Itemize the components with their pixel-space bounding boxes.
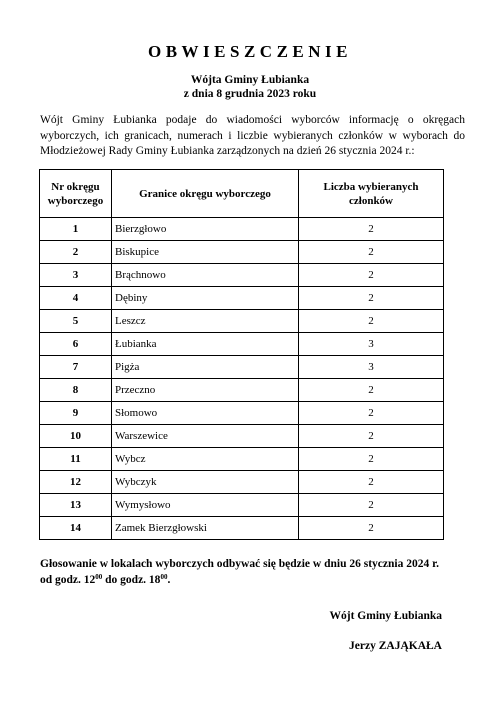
district-number: 8 xyxy=(40,379,112,402)
table-row xyxy=(40,264,444,287)
district-number: 2 xyxy=(40,241,112,264)
district-name: Wybczyk xyxy=(112,471,299,494)
district-name: Wybcz xyxy=(112,448,299,471)
district-number: 5 xyxy=(40,310,112,333)
district-name: Bierzgłowo xyxy=(112,218,299,241)
table-row xyxy=(40,471,444,494)
member-count: 2 xyxy=(299,471,444,494)
header-member-count-line1: Liczba wybieranych xyxy=(323,180,419,193)
district-name: Łubianka xyxy=(112,333,299,356)
district-name: Zamek Bierzgłowski xyxy=(112,517,299,540)
voting-hours-notice xyxy=(40,557,465,588)
district-number: 13 xyxy=(40,494,112,517)
document-subtitle-date: z dnia 8 grudnia 2023 roku xyxy=(183,88,317,100)
member-count: 2 xyxy=(299,425,444,448)
table-row xyxy=(40,494,444,517)
header-member-count xyxy=(299,170,444,218)
member-count: 2 xyxy=(299,287,444,310)
header-district-number xyxy=(40,170,112,218)
district-number: 6 xyxy=(40,333,112,356)
header-member-count-line2: członków xyxy=(349,194,393,207)
district-name: Brąchnowo xyxy=(112,264,299,287)
district-number: 10 xyxy=(40,425,112,448)
member-count: 2 xyxy=(299,494,444,517)
table-row xyxy=(40,287,444,310)
voting-date-line: Głosowanie w lokalach wyborczych odbywać się będzie w dniu 26 stycznia 2024 r. xyxy=(40,558,440,570)
district-number: 14 xyxy=(40,517,112,540)
end-minutes: 00 xyxy=(160,572,168,581)
table-row xyxy=(40,402,444,425)
table-row xyxy=(40,379,444,402)
header-district-number-line1: Nr okręgu xyxy=(51,180,100,193)
district-number: 4 xyxy=(40,287,112,310)
start-minutes: 00 xyxy=(95,572,103,581)
header-district-boundaries-text: Granice okręgu wyborczego xyxy=(139,187,271,200)
table-row xyxy=(40,448,444,471)
member-count: 2 xyxy=(299,241,444,264)
member-count: 2 xyxy=(299,264,444,287)
member-count: 2 xyxy=(299,448,444,471)
member-count: 2 xyxy=(299,379,444,402)
district-name: Przeczno xyxy=(112,379,299,402)
signature-name: Jerzy ZAJĄKAŁA xyxy=(349,640,442,652)
member-count: 2 xyxy=(299,402,444,425)
district-name: Warszewice xyxy=(112,425,299,448)
member-count: 2 xyxy=(299,517,444,540)
district-number: 9 xyxy=(40,402,112,425)
table-row xyxy=(40,517,444,540)
table-row xyxy=(40,241,444,264)
district-name: Pigża xyxy=(112,356,299,379)
member-count: 2 xyxy=(299,310,444,333)
member-count: 3 xyxy=(299,356,444,379)
district-number: 12 xyxy=(40,471,112,494)
district-number: 7 xyxy=(40,356,112,379)
table-row xyxy=(40,425,444,448)
district-name: Wymysłowo xyxy=(112,494,299,517)
document-title: OBWIESZCZENIE xyxy=(148,42,352,61)
district-name: Biskupice xyxy=(112,241,299,264)
member-count: 3 xyxy=(299,333,444,356)
header-district-boundaries xyxy=(112,170,299,218)
document-subtitle-issuer: Wójta Gminy Łubianka xyxy=(190,74,310,86)
table-row xyxy=(40,310,444,333)
districts-table xyxy=(39,169,444,540)
district-name: Słomowo xyxy=(112,402,299,425)
table-row xyxy=(40,333,444,356)
district-number: 1 xyxy=(40,218,112,241)
voting-hours-suffix: . xyxy=(167,573,171,586)
voting-hours-prefix: od godz. 12 xyxy=(40,573,96,586)
signature-title: Wójt Gminy Łubianka xyxy=(329,610,442,622)
header-district-number-line2: wyborczego xyxy=(47,194,104,207)
intro-paragraph: Wójt Gminy Łubianka podaje do wiadomości wyborców informację o okręgach wyborczych, ich granicach, numerach i liczbie wybieranych członków w wyborach do Młodzieżowej Rady Gminy Łubianka zarządzonych na dzień 26 stycznia 2024 r.: xyxy=(40,114,465,157)
district-number: 11 xyxy=(40,448,112,471)
district-name: Dębiny xyxy=(112,287,299,310)
table-row xyxy=(40,218,444,241)
member-count: 2 xyxy=(299,218,444,241)
voting-hours-middle: do godz. 18 xyxy=(102,573,161,586)
table-header-row xyxy=(40,170,444,218)
district-name: Leszcz xyxy=(112,310,299,333)
table-row xyxy=(40,356,444,379)
district-number: 3 xyxy=(40,264,112,287)
